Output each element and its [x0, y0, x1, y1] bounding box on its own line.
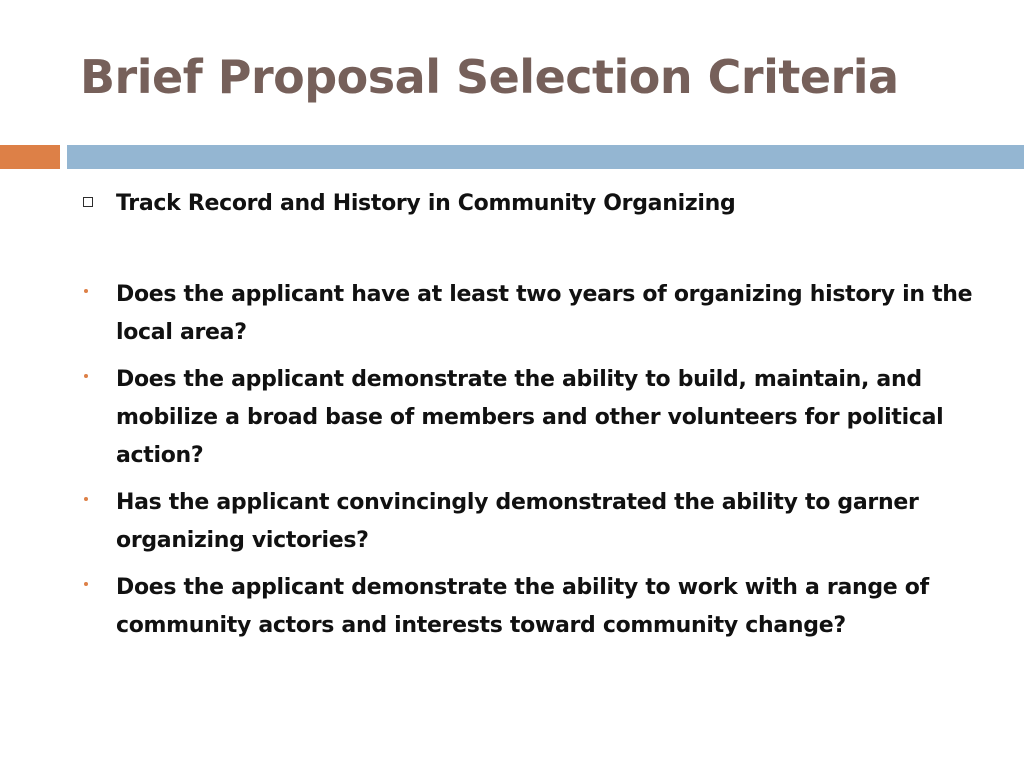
question-text: Does the applicant have at least two years of organizing history in the local area? — [116, 282, 973, 345]
accent-bar-blue — [67, 145, 1024, 169]
question-text: Does the applicant demonstrate the ability to build, maintain, and mobilize a broad base of members and other volunteers for political action? — [116, 367, 944, 468]
list-item — [80, 276, 980, 352]
criteria-question-list — [80, 276, 980, 645]
dot-bullet-icon — [84, 497, 88, 501]
list-item — [80, 569, 980, 645]
dot-bullet-icon — [84, 374, 88, 378]
square-bullet-icon — [83, 197, 93, 207]
section-heading-text: Track Record and History in Community Organizing — [116, 191, 736, 216]
accent-bar-orange — [0, 145, 60, 169]
section-heading — [80, 186, 980, 222]
list-item — [80, 484, 980, 560]
slide-content — [80, 186, 980, 654]
dot-bullet-icon — [84, 582, 88, 586]
question-text: Has the applicant convincingly demonstrated the ability to garner organizing victories? — [116, 490, 919, 553]
question-text: Does the applicant demonstrate the ability to work with a range of community actors and interests toward community change? — [116, 575, 929, 638]
dot-bullet-icon — [84, 289, 88, 293]
list-item — [80, 361, 980, 475]
slide-title: Brief Proposal Selection Criteria — [80, 50, 899, 104]
